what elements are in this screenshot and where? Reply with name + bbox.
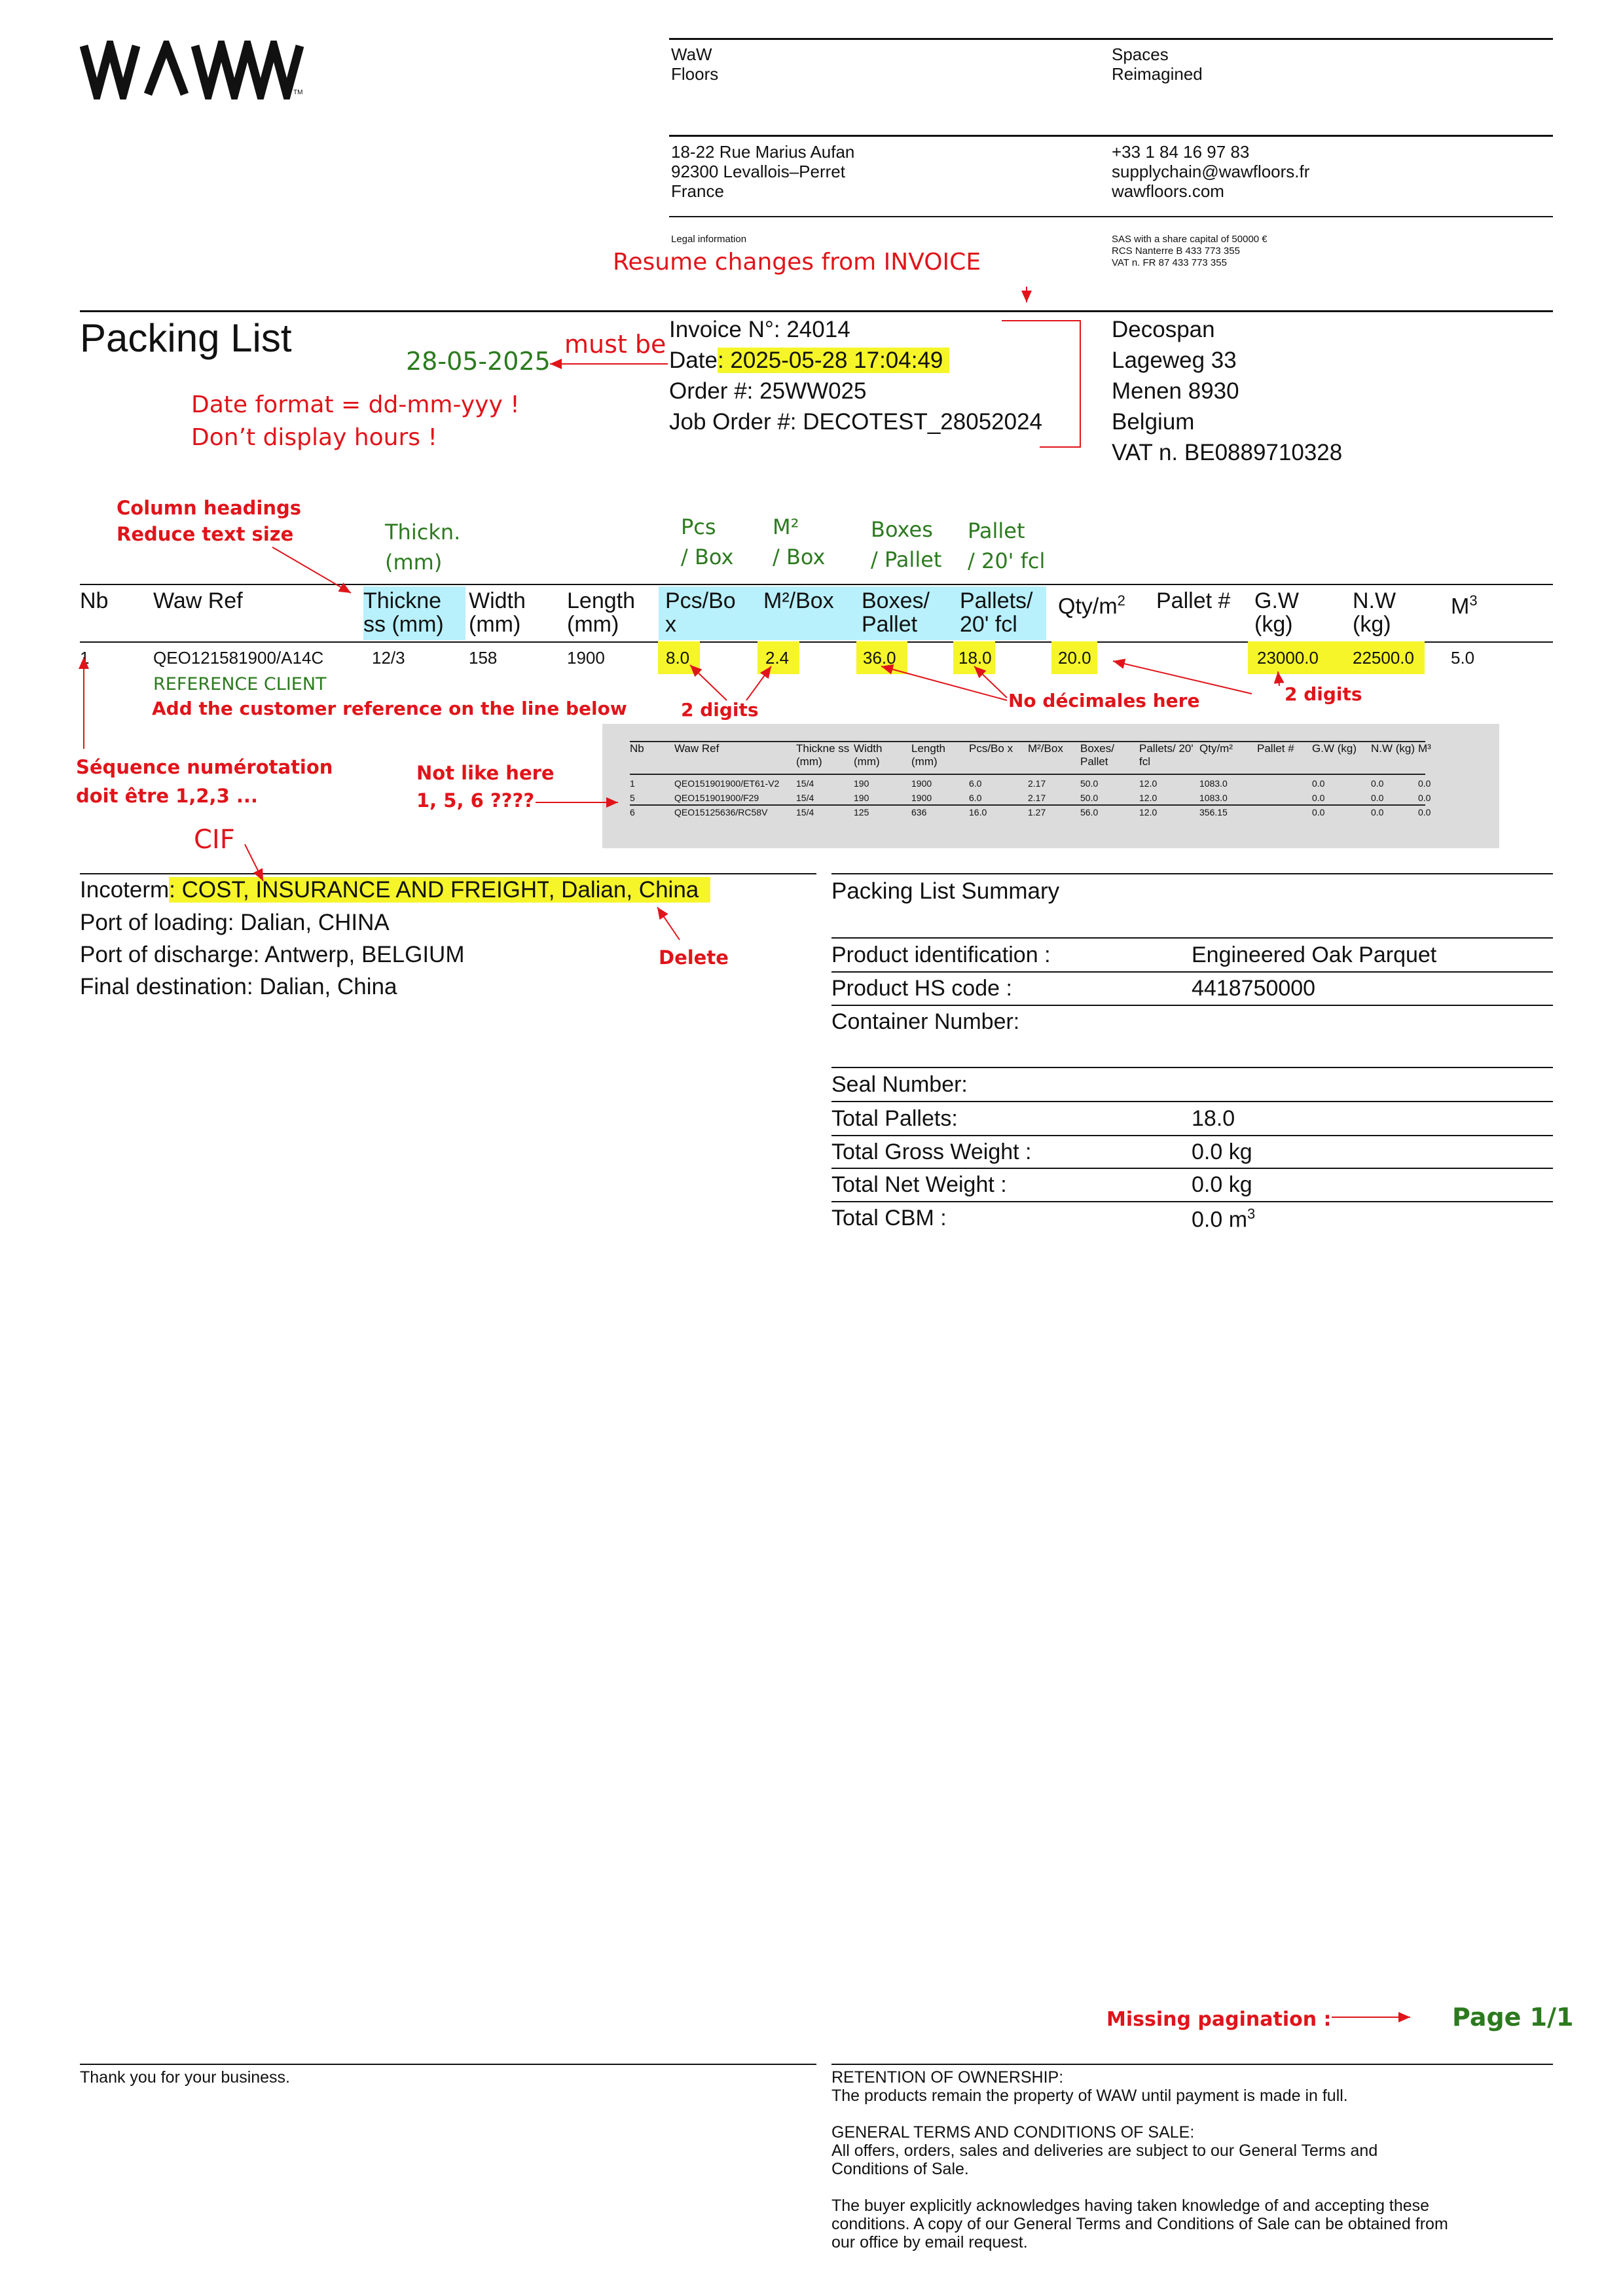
proposed-heading-pcs: Pcs / Box [681, 514, 734, 569]
annotation-no-decimals: No décimales here [1008, 690, 1200, 711]
inset-cell: 6.0 [969, 778, 982, 789]
inset-header-cell: Thickne ss (mm) [796, 742, 850, 768]
inset-cell: 12.0 [1139, 807, 1158, 817]
col-length: Length (mm) [567, 588, 635, 637]
legal-label: Legal information [671, 234, 747, 245]
inset-cell: 2.17 [1028, 778, 1046, 789]
proposed-heading-m2: M² / Box [773, 514, 826, 569]
inset-cell: 190 [854, 793, 869, 803]
company-name: WaW Floors [671, 45, 719, 84]
col-boxes-pallet: Boxes/ Pallet [862, 588, 930, 637]
summary-pallets-label: Total Pallets: [831, 1106, 958, 1131]
inset-cell: QEO15125636/RC58V [674, 807, 768, 817]
inset-cell: 12.0 [1139, 793, 1158, 803]
col-qty-m2: Qty/$m^2$ [1058, 592, 1125, 619]
bracket-resume [1002, 321, 1080, 447]
annotation-date-format: Date format = dd-mm-yyy ! [191, 391, 520, 418]
arrow-two-digits-b [1278, 672, 1279, 686]
annotation-not-like-here: Not like here 1, 5, 6 ???? [416, 762, 555, 812]
col-pcs-box: Pcs/Bo x [665, 588, 736, 637]
port-of-loading: Port of loading: Dalian, CHINA [80, 910, 390, 935]
inset-cell: 0.0 [1418, 807, 1431, 817]
summary-cbm-value: 0.0 $m^3$ [1192, 1206, 1256, 1232]
arrow-two-digits-a2 [746, 666, 771, 700]
annotation-cif: CIF [194, 825, 235, 855]
summary-seal-label: Seal Number: [831, 1072, 968, 1097]
annotation-date-fix: 28-05-2025 [406, 347, 551, 376]
inset-cell: 0.0 [1312, 793, 1325, 803]
inset-header-cell: Length (mm) [911, 742, 945, 768]
annotation-add-reference: Add the customer reference on the line below [152, 698, 627, 719]
inset-cell: QEO151901900/F29 [674, 793, 759, 803]
inset-header-cell: Boxes/ Pallet [1080, 742, 1114, 768]
summary-net-value: 0.0 kg [1192, 1172, 1252, 1197]
summary-product-value: Engineered Oak Parquet [1192, 942, 1437, 967]
final-destination: Final destination: Dalian, China [80, 974, 397, 999]
summary-pallets-value: 18.0 [1192, 1106, 1235, 1131]
inset-cell: 356.15 [1199, 807, 1228, 817]
cell-net-weight: 22500.0 [1353, 648, 1414, 668]
inset-cell: 15/4 [796, 778, 814, 789]
incoterm-line: Incoterm: COST, INSURANCE AND FREIGHT, Dalian, China [80, 877, 710, 903]
col-m2-box: M²/Box [763, 588, 834, 613]
annotation-resume: Resume changes from INVOICE [613, 249, 981, 276]
proposed-heading-pallet: Pallet / 20' fcl [968, 518, 1046, 573]
col-net-weight: N.W (kg) [1353, 588, 1396, 637]
inset-cell: 0.0 [1418, 793, 1431, 803]
inset-header-cell: Qty/m² [1199, 742, 1233, 755]
proposed-heading-thickness: Thickn. (mm) [385, 520, 461, 575]
arrow-no-decimals-boxes [881, 666, 1007, 700]
col-m3: $M^3$ [1451, 592, 1478, 619]
inset-cell: 12.0 [1139, 778, 1158, 789]
col-pallets-fcl: Pallets/ 20' fcl [960, 588, 1033, 637]
arrow-cif [245, 844, 263, 881]
inset-cell: 1.27 [1028, 807, 1046, 817]
job-order-number: Job Order #: DECOTEST_28052024 [669, 409, 1043, 435]
inset-cell: 125 [854, 807, 869, 817]
col-nb: Nb [80, 588, 109, 613]
incoterm-place: , Dalian, China [549, 877, 711, 903]
order-number: Order #: 25WW025 [669, 378, 867, 404]
invoice-number: Invoice N°: 24014 [669, 317, 850, 342]
cell-pcs-box: 8.0 [658, 641, 700, 674]
annotation-delete: Delete [659, 946, 729, 969]
annotation-column-headings: Column headings Reduce text size [117, 497, 301, 545]
inset-cell: 50.0 [1080, 778, 1099, 789]
page-title: Packing List [80, 316, 292, 360]
col-width: Width (mm) [469, 588, 526, 637]
footer-thanks: Thank you for your business. [80, 2068, 290, 2087]
summary-product-label: Product identification : [831, 942, 1051, 967]
inset-header-cell: Nb [630, 742, 644, 755]
inset-cell: 636 [911, 807, 927, 817]
arrow-column-headings [272, 547, 351, 593]
cell-pallets-fcl: 18.0 [953, 641, 995, 674]
summary-gross-value: 0.0 kg [1192, 1139, 1252, 1164]
inset-cell: 2.17 [1028, 793, 1046, 803]
incoterm-value: COST, INSURANCE AND FREIGHT [181, 877, 549, 903]
inset-cell: 1083.0 [1199, 793, 1228, 803]
inset-header-cell: N.W (kg) [1371, 742, 1415, 755]
annotation-no-hours: Don’t display hours ! [191, 424, 437, 451]
cell-width: 158 [469, 648, 498, 668]
cell-boxes-pallet: 36.0 [856, 641, 907, 674]
inset-cell: 6 [630, 807, 635, 817]
annotation-two-digits-a: 2 digits [681, 699, 759, 721]
annotation-missing-pagination: Missing pagination : [1106, 2008, 1332, 2031]
col-pallet-no: Pallet # [1156, 588, 1231, 613]
inset-cell: 0.0 [1312, 778, 1325, 789]
cell-thickness: 12/3 [372, 648, 405, 668]
inset-header-cell: M³ [1418, 742, 1431, 755]
arrow-two-digits-a [690, 665, 727, 700]
summary-container-label: Container Number: [831, 1009, 1020, 1034]
inset-cell: 15/4 [796, 807, 814, 817]
page-indicator: Page 1/1 [1452, 2003, 1574, 2032]
inset-cell: 1900 [911, 793, 932, 803]
customer-address: Decospan Lageweg 33 Menen 8930 Belgium VAT n. BE0889710328 [1112, 317, 1343, 465]
inset-header-cell: Waw Ref [674, 742, 720, 755]
proposed-heading-boxes: Boxes / Pallet [871, 517, 942, 572]
inset-cell: 1 [630, 778, 635, 789]
arrow-no-decimals-qty [1113, 661, 1252, 694]
summary-net-label: Total Net Weight : [831, 1172, 1007, 1197]
summary-gross-label: Total Gross Weight : [831, 1139, 1032, 1164]
inset-cell: 0.0 [1371, 807, 1384, 817]
inset-header-cell: Pcs/Bo x [969, 742, 1013, 755]
date-value: 2025-05-28 17:04:49 [730, 348, 943, 373]
inset-cell: 15/4 [796, 793, 814, 803]
annotation-sequence: Séquence numérotation doit être 1,2,3 ... [76, 756, 333, 807]
cell-nb: 1 [80, 648, 90, 668]
legal-info: SAS with a share capital of 50000 € RCS Nanterre B 433 773 355 VAT n. FR 87 433 773 355 [1112, 234, 1267, 268]
inset-cell: 1900 [911, 778, 932, 789]
inset-cell: 50.0 [1080, 793, 1099, 803]
inset-cell: 16.0 [969, 807, 987, 817]
annotation-must-be: must be [564, 330, 666, 359]
arrow-delete [657, 907, 680, 940]
summary-hs-label: Product HS code : [831, 976, 1012, 1001]
inset-cell: QEO151901900/ET61-V2 [674, 778, 780, 789]
invoice-date: Date: 2025-05-28 17:04:49 [669, 348, 1042, 378]
cell-ref: QEO121581900/A14C [153, 648, 324, 668]
col-gross-weight: G.W (kg) [1254, 588, 1299, 637]
inset-cell: 6.0 [969, 793, 982, 803]
inset-cell: 0.0 [1312, 807, 1325, 817]
cell-gross-weight: 23000.0 [1248, 641, 1425, 674]
inset-cell: 5 [630, 793, 635, 803]
annotation-reference-client: REFERENCE CLIENT [153, 674, 327, 694]
port-of-discharge: Port of discharge: Antwerp, BELGIUM [80, 942, 465, 967]
summary-cbm-label: Total CBM : [831, 1206, 947, 1230]
inset-header-cell: M²/Box [1028, 742, 1063, 755]
inset-header-cell: Pallet # [1257, 742, 1294, 755]
summary-title: Packing List Summary [831, 878, 1060, 904]
inset-header-cell: G.W (kg) [1312, 742, 1357, 755]
cell-length: 1900 [567, 648, 605, 668]
inset-cell: 190 [854, 778, 869, 789]
inset-cell: 0.0 [1418, 778, 1431, 789]
inset-cell: 0.0 [1371, 793, 1384, 803]
company-address: 18-22 Rue Marius Aufan 92300 Levallois–Perret France [671, 142, 855, 201]
annotation-two-digits-b: 2 digits [1285, 683, 1362, 705]
inset-cell: 56.0 [1080, 807, 1099, 817]
trademark-label: TM [293, 89, 303, 96]
cell-qty-m2: 20.0 [1051, 641, 1097, 674]
col-ref: Waw Ref [153, 588, 243, 613]
inset-cell: 1083.0 [1199, 778, 1228, 789]
inset-header-cell: Pallets/ 20' fcl [1139, 742, 1194, 768]
cell-m3: 5.0 [1451, 648, 1475, 668]
company-tagline: Spaces Reimagined [1112, 45, 1203, 84]
cell-m2-box: 2.4 [757, 641, 799, 674]
inset-cell: 0.0 [1371, 778, 1384, 789]
company-contact: +33 1 84 16 97 83 supplychain@wawfloors.fr wawfloors.com [1112, 142, 1310, 201]
col-thickness: Thickne ss (mm) [363, 586, 465, 640]
summary-hs-value: 4418750000 [1192, 976, 1316, 1001]
footer-terms: RETENTION OF OWNERSHIP: The products remain the property of WAW until payment is made in full. GENERAL TERMS AND CONDITIONS OF SALE: All offers, orders, sales and deliveries are subject to our General Terms and Conditions of Sale. The buyer explicitly acknowledges having taken knowledge of and accepting these conditions. A copy of our General Terms and Conditions of Sale can be obtained from our office by email request. [831, 2068, 1448, 2251]
inset-header-cell: Width (mm) [854, 742, 883, 768]
